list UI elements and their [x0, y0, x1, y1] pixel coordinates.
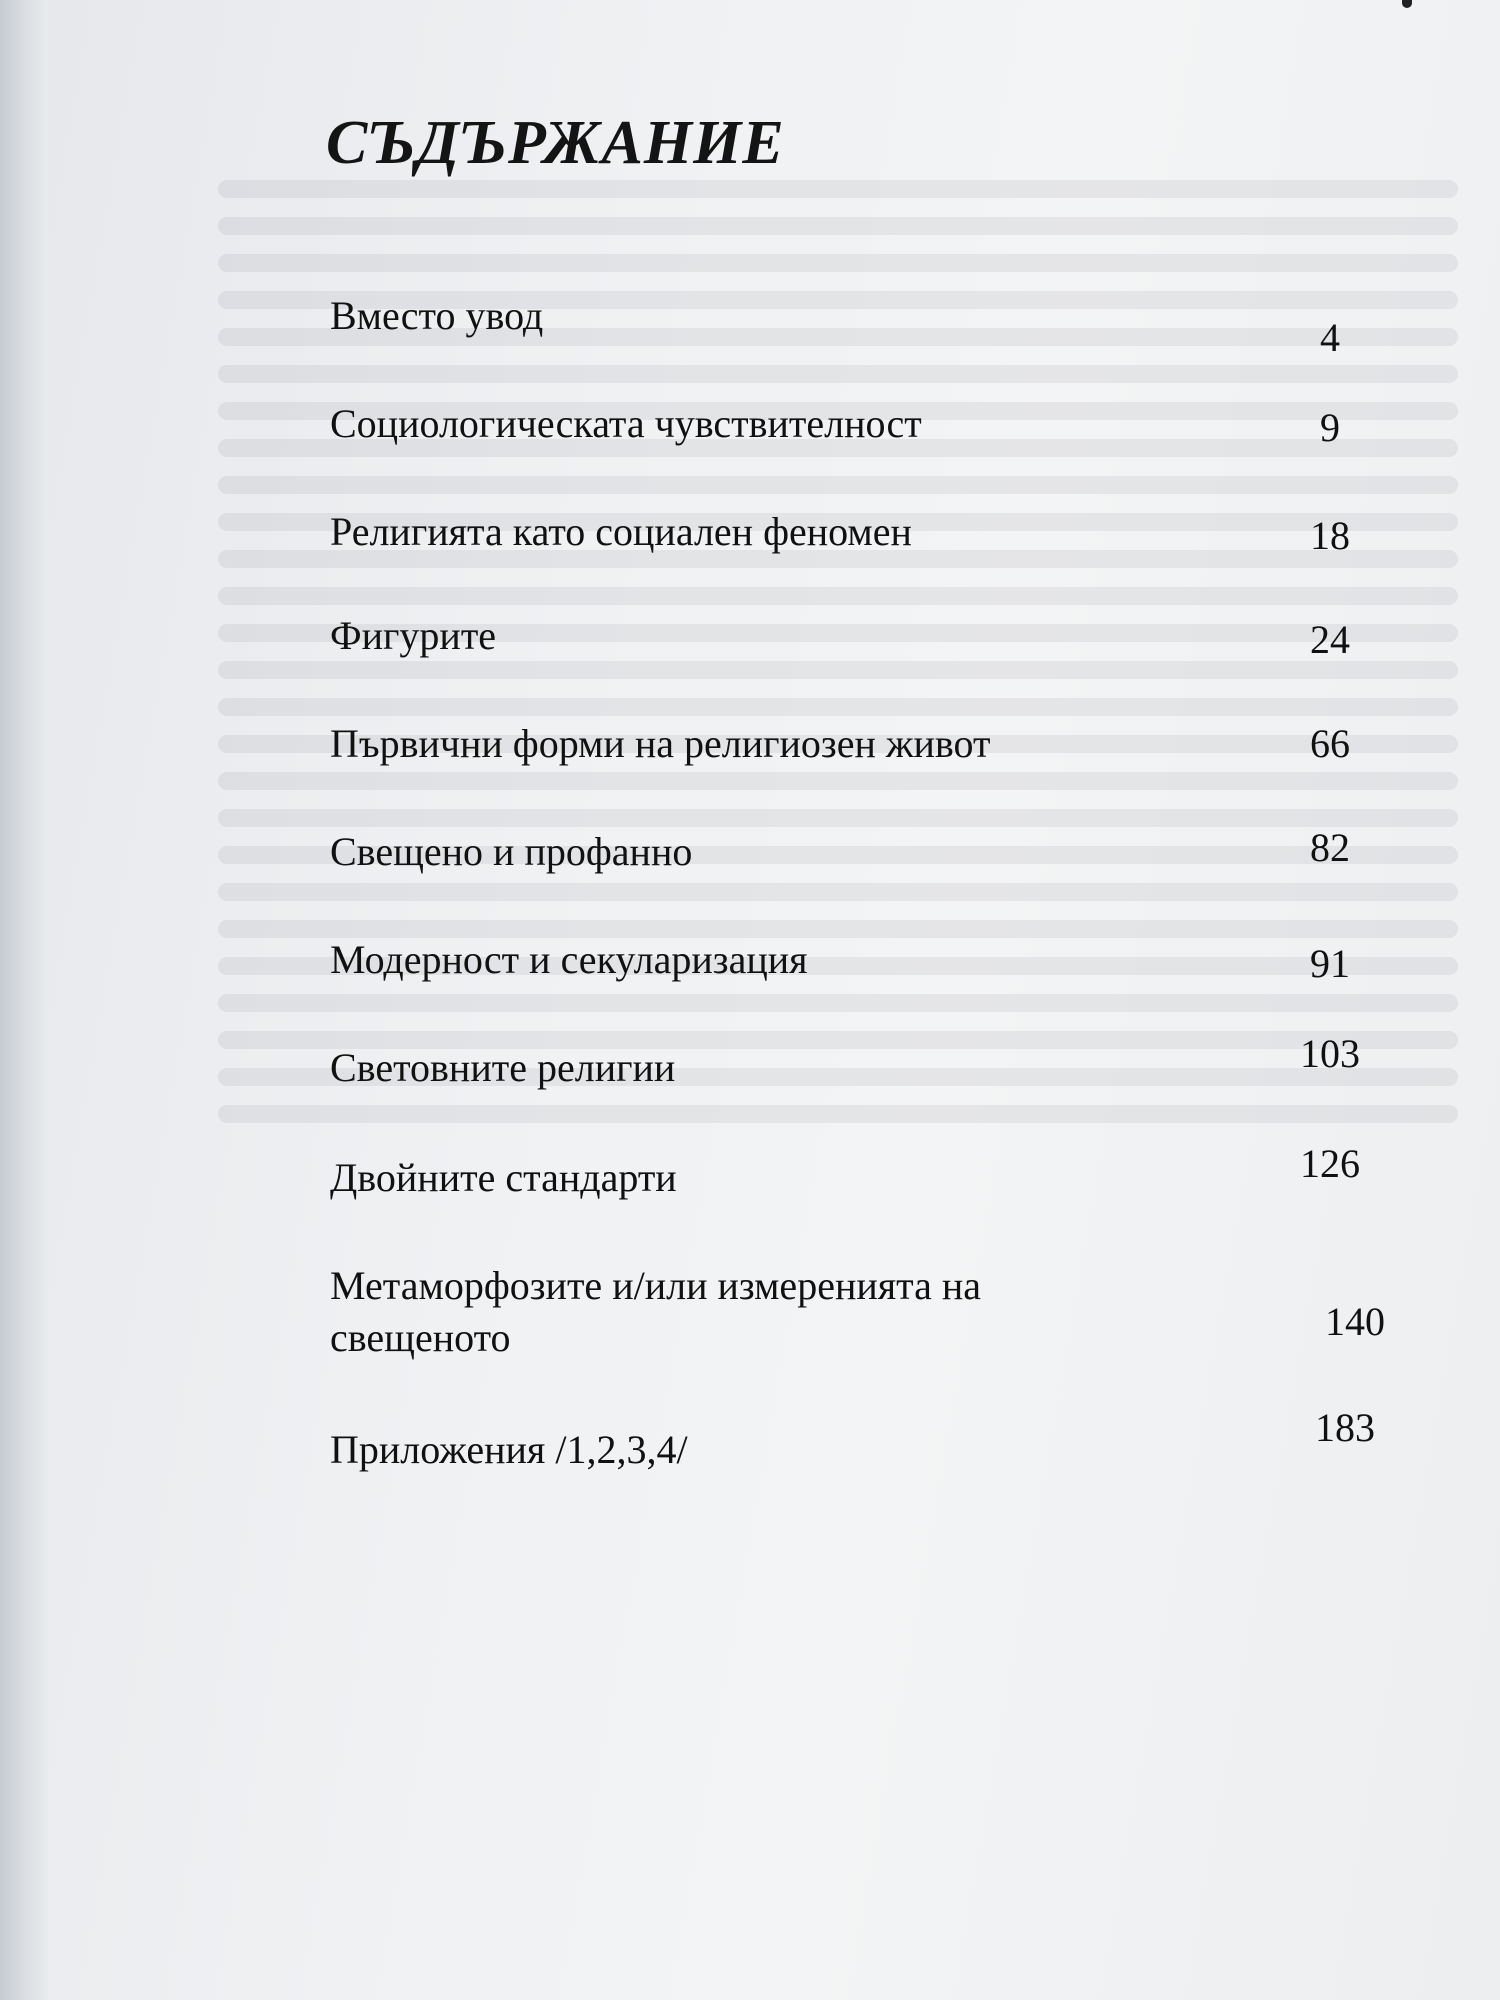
page-title: СЪДЪРЖАНИЕ [326, 109, 785, 177]
show-through-line [218, 883, 1458, 901]
toc-entry-page: 9 [1320, 405, 1340, 450]
toc-entry-page: 91 [1310, 941, 1350, 986]
show-through-line [218, 698, 1458, 716]
toc-entry-title: Метаморфозите и/или измеренията на свещеното [330, 1263, 982, 1360]
toc-entry-title: Двойните стандарти [330, 1155, 677, 1200]
show-through-line [218, 254, 1458, 272]
toc-entry-title: Световните религии [330, 1045, 676, 1090]
toc-entry-title: Приложения /1,2,3,4/ [330, 1427, 688, 1472]
toc-entry-page: 18 [1310, 513, 1350, 558]
toc-entry-page: 4 [1320, 315, 1340, 360]
toc-entry-page: 66 [1310, 721, 1350, 766]
toc-entry-title: Първични форми на религиозен живот [330, 721, 991, 766]
toc-entry-page: 24 [1310, 617, 1350, 662]
toc-entry-title: Вместо увод [330, 293, 544, 338]
book-binding-edge [0, 0, 48, 2000]
show-through-line [218, 217, 1458, 235]
show-through-line [218, 365, 1458, 383]
toc-entry-title: Социологическата чувствителност [330, 401, 922, 446]
page-corner-mark [1402, 0, 1412, 8]
show-through-line [218, 772, 1458, 790]
toc-entry-title: Модерност и секуларизация [330, 937, 808, 982]
toc-entry-page: 82 [1310, 825, 1350, 870]
toc-entry-page: 140 [1325, 1299, 1385, 1344]
toc-entry-title: Религията като социален феномен [330, 509, 912, 554]
toc-entry-page: 126 [1300, 1141, 1360, 1186]
toc-entry-page: 183 [1315, 1405, 1375, 1450]
book-page [48, 0, 1500, 2000]
toc-entry-page: 103 [1300, 1031, 1360, 1076]
show-through-line [218, 994, 1458, 1012]
show-through-line [218, 476, 1458, 494]
show-through-line [218, 1105, 1458, 1123]
toc-entry-title: Фигурите [330, 613, 497, 658]
toc-entry-title: Свещено и профанно [330, 829, 693, 874]
show-through-line [218, 180, 1458, 198]
show-through-line [218, 587, 1458, 605]
